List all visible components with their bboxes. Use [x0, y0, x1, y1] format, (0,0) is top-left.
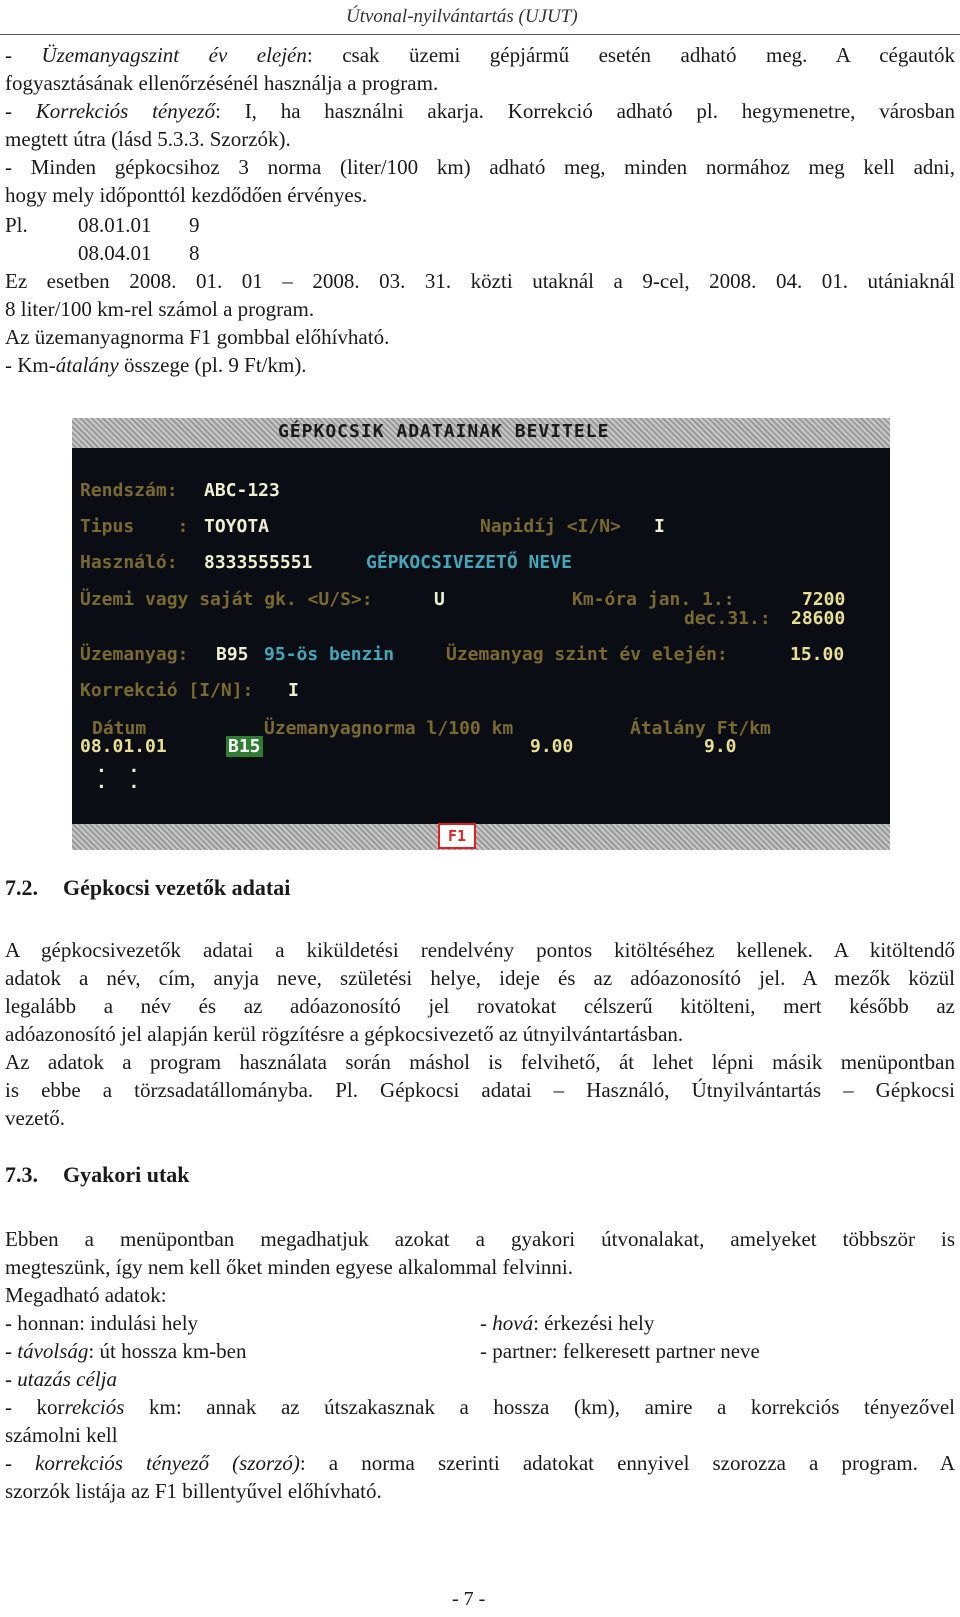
tipus-field[interactable]: TOYOTA — [204, 516, 270, 537]
korr-km-line2: számolni kell — [5, 1423, 118, 1447]
rendszam-label: Rendszám: — [80, 480, 178, 501]
rendszam-field[interactable]: ABC-123 — [204, 480, 280, 501]
header-title: Útvonal-nyilvántartás (UJUT) — [346, 6, 578, 27]
para1-line11: Az üzemanyagnorma F1 gombbal előhívható. — [5, 325, 390, 349]
honnan-item: - honnan: indulási hely — [5, 1311, 199, 1335]
s72-line3: legalább a név és az adóazonosító jel rovatokat célszerű kitölteni, mert később az — [5, 994, 955, 1018]
uzemi-label: Üzemi vagy saját gk. <U/S>: — [80, 589, 373, 610]
kmora-dec-label: dec.31.: — [684, 608, 771, 629]
korr-t-line1: - korrekciós tényező (szorzó): a norma szerinti adatokat ennyivel szorozza a program. A — [5, 1451, 955, 1475]
korrekcio-field[interactable]: I — [288, 680, 299, 701]
s72-line7: vezető. — [5, 1106, 66, 1130]
section-72-number: 7.2. — [5, 875, 38, 900]
hasznalo-field[interactable]: 8333555551 — [204, 552, 313, 573]
szint-field[interactable]: 15.00 — [790, 644, 845, 665]
uzemi-field[interactable]: U — [434, 589, 445, 610]
uzemanyag-label: Üzemanyag: — [80, 644, 189, 665]
napidij-label: Napidíj <I/N> — [480, 516, 621, 537]
s73-line1: Ebben a menüpontban megadhatjuk azokat a gyakori útvonalakat, amelyeket többször is — [5, 1227, 955, 1251]
para1-line10: 8 liter/100 km-rel számol a program. — [5, 297, 315, 321]
row-fuel-field[interactable]: B15 — [228, 736, 261, 757]
s72-line1: A gépkocsivezetők adatai a kiküldetési rendelvény pontos kitöltéséhez kellenek. A kitöltendő — [5, 938, 955, 962]
pl-value-2: 8 — [189, 241, 200, 265]
row-atalany-field[interactable]: 9.0 — [704, 736, 737, 757]
s73-line3: Megadható adatok: — [5, 1283, 167, 1307]
page-header — [0, 4, 960, 34]
dots-row-1: . . — [96, 756, 140, 777]
korrekcio-label: Korrekció [I/N]: — [80, 680, 254, 701]
s73-line2: megteszünk, így nem kell őket minden egyese alkalommal felvinni. — [5, 1255, 574, 1279]
tipus-label: Tipus : — [80, 516, 189, 537]
kmora-label: Km-óra jan. 1.: — [572, 589, 735, 610]
pl-date-1: 08.01.01 — [78, 213, 152, 237]
row-date-field[interactable]: 08.01.01 — [80, 736, 167, 757]
partner-item: - partner: felkeresett partner neve — [480, 1339, 760, 1363]
pl-date-2: 08.04.01 — [78, 241, 152, 265]
szint-label: Üzemanyag szint év elején: — [446, 644, 728, 665]
para1-line5: - Minden gépkocsihoz 3 norma (liter/100 km) adható meg, minden normához meg kell adni, — [5, 155, 955, 179]
korr-km-line1: - korrekciós km: annak az útszakasznak a hossza (km), amire a korrekciós tényezővel — [5, 1395, 955, 1419]
para1-line9: Ez esetben 2008. 01. 01 – 2008. 03. 31. közti utaknál a 9-cel, 2008. 04. 01. utániaknál — [5, 269, 955, 293]
uzemanyag-name: 95-ös benzin — [264, 644, 395, 665]
terminal-status-bar — [72, 824, 890, 850]
section-73-number: 7.3. — [5, 1162, 38, 1187]
para1-line4: megtett útra (lásd 5.3.3. Szorzók). — [5, 127, 291, 151]
driver-name: GÉPKOCSIVEZETŐ NEVE — [366, 552, 572, 573]
pl-label: Pl. — [5, 213, 28, 237]
s72-line2: adatok a név, cím, anyja neve, születési helye, ideje és az adóazonosító jel. A mezők közül — [5, 966, 955, 990]
s72-line4: adóazonosító jel alapján kerül rögzítésre a gépkocsivezető az útnyilvántartásban. — [5, 1022, 684, 1046]
para1-line6: hogy mely időponttól kezdődően érvényes. — [5, 183, 368, 207]
uzemanyag-code-field[interactable]: B95 — [216, 644, 249, 665]
terminal-title: GÉPKOCSIK ADATAINAK BEVITELE — [278, 421, 610, 442]
col-norma-header: Üzemanyagnorma l/100 km — [264, 718, 514, 739]
section-73-title: Gyakori utak — [63, 1162, 190, 1187]
vehicle-data-screenshot — [72, 418, 890, 850]
kmora-dec-field[interactable]: 28600 — [791, 608, 846, 629]
para1-line12: - Km-átalány összege (pl. 9 Ft/km). — [5, 353, 307, 377]
para1-line3: - Korrekciós tényező: I, ha használni akarja. Korrekció adható pl. hegymenetre, városban — [5, 99, 956, 123]
terminal-title-bar — [72, 418, 890, 448]
section-72-title: Gépkocsi vezetők adatai — [63, 875, 291, 900]
utazas-item: - utazás célja — [5, 1367, 117, 1391]
hova-item: - hová: érkezési hely — [480, 1311, 655, 1335]
kmora-jan-field[interactable]: 7200 — [802, 589, 846, 610]
napidij-field[interactable]: I — [654, 516, 665, 537]
row-norma-field[interactable]: 9.00 — [530, 736, 574, 757]
header-rule — [0, 34, 960, 35]
hasznalo-label: Használó: — [80, 552, 178, 573]
s72-line6: is ebbe a törzsadatállományba. Pl. Gépkocsi adatai – Használó, Útnyilvántartás – Gépkocsi — [5, 1078, 955, 1102]
f1-key-button[interactable]: F1 — [438, 823, 476, 849]
para1-line1: - Üzemanyagszint év elején: csak üzemi gépjármű esetén adható meg. A cégautók — [5, 43, 956, 67]
tavolsag-item: - távolság: út hossza km-ben — [5, 1339, 247, 1363]
para1-line2: fogyasztásának ellenőrzésénél használja a program. — [5, 71, 439, 95]
pl-value-1: 9 — [189, 213, 200, 237]
col-atalany-header: Átalány Ft/km — [630, 718, 771, 739]
col-datum-header: Dátum — [92, 718, 147, 739]
s72-line5: Az adatok a program használata során máshol is felvihető, át lehet lépni másik menüpontban — [5, 1050, 955, 1074]
dots-row-2: . . — [96, 772, 140, 793]
page-number: - 7 - — [452, 1588, 486, 1610]
korr-t-line2: szorzók listája az F1 billentyűvel előhívható. — [5, 1479, 382, 1503]
